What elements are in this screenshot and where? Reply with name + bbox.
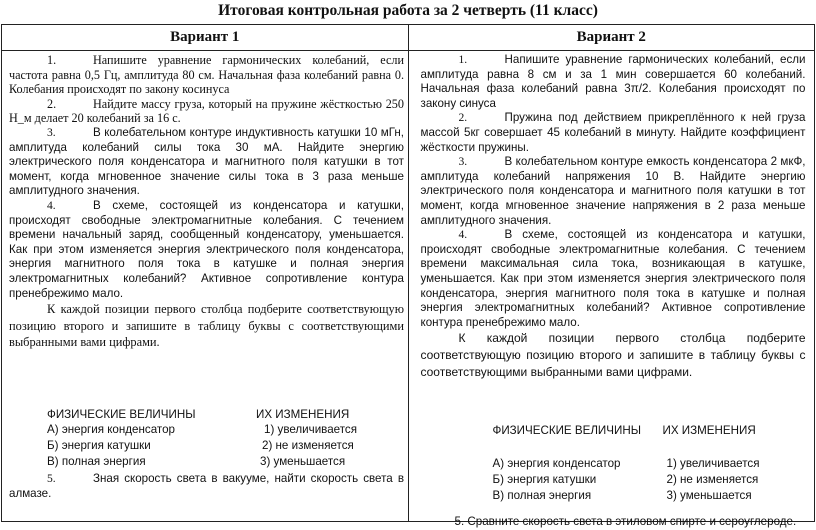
variant-2-heading: Вариант 2	[408, 25, 815, 51]
task-1	[9, 53, 404, 97]
variant-2-matching	[409, 424, 809, 502]
left-item: А) энергия конденсатор	[47, 423, 175, 436]
task-text: В колебательном контуре емкость конденсатора 2 мкФ, амплитуда колебаний напряжения 10 В. Найдите энергию электрического поля конденсатора и магнитного поля катушки в тот момент, когда мгновенное значение напряжения в 2 раза меньше амплитудного значения.	[420, 155, 806, 227]
task-text: Напишите уравнение гармонических колебаний, если частота равна 0,5 Гц, амплитуда 80 см. Начальная фаза колебаний равна 0. Колебания происходят по закону косинуса	[9, 53, 404, 97]
task-5	[455, 515, 815, 530]
task-number: 4.	[47, 198, 56, 212]
left-item: В) полная энергия	[47, 455, 146, 468]
left-item: А) энергия конденсатор	[492, 457, 621, 470]
task-5	[9, 472, 404, 501]
task-number: 3.	[47, 125, 56, 139]
task-text: Пружина под действием прикреплённого к ней груза массой 5кг совершает 45 колебаний в минуту. Найдите коэффициент жёсткости пружины.	[420, 111, 806, 154]
task-text: В схеме, состоящей из конденсатора и катушки, происходят свободные электромагнитные колебания. С течением времени максимальная сила тока, возникающая в катушке, уменьшается. Как при этом изменяется энергия электрического поля конденсатора, энергия магнитного поля тока в катушке и полная энергия электромагнитных колебаний? Активное сопротивление контура пренебрежимо мало.	[420, 228, 806, 329]
task-3	[9, 126, 404, 199]
page-title: Итоговая контрольная работа за 2 четверть (11 класс)	[218, 2, 598, 19]
task-text: В схеме, состоящей из конденсатора и катушки, происходят свободные электромагнитные колебания. С течением времени начальный заряд, сообщенный конденсатору, уменьшается. Как при этом изменяется энергия электрического поля конденсатора, энергия магнитного поля тока в катушке и полная энергия электромагнитных колебаний? Активное сопротивление контура пренебрежимо мало.	[9, 198, 404, 300]
right-item: 2) не изменяется	[666, 473, 759, 486]
col-left-header: ФИЗИЧЕСКИЕ ВЕЛИЧИНЫ	[47, 408, 196, 421]
right-item: 3) уменьшается	[260, 455, 346, 468]
variant-1-matching	[2, 408, 408, 478]
task-2	[9, 97, 404, 126]
variant-1-tasks	[9, 53, 404, 351]
variants-table	[1, 24, 815, 528]
variant-2-column	[408, 51, 815, 528]
right-item: 2) не изменяется	[262, 439, 354, 452]
task-number: 1.	[47, 53, 57, 67]
task-number: 2.	[458, 111, 468, 125]
right-item: 1) увеличивается	[666, 457, 760, 470]
task-number: 5.	[454, 515, 465, 528]
right-item: 3) уменьшается	[666, 489, 752, 502]
col-right-header: ИХ ИЗМЕНЕНИЯ	[256, 408, 350, 421]
task-4	[9, 199, 404, 301]
left-item: Б) энергия катушки	[492, 473, 597, 486]
variant-1-heading: Вариант 1	[2, 25, 409, 51]
variant-2-tasks	[421, 53, 806, 381]
task-text: В колебательном контуре индуктивность катушки 10 мГн, амплитуда колебаний силы тока 30 мА. Найдите энергию электрического поля конденсатора и магнитного поля катушки в тот момент, когда мгновенное значение силы тока в 3 раза меньше амплитудного значения.	[9, 125, 404, 198]
task-1	[421, 53, 806, 111]
matching-instruction: К каждой позиции первого столбца подберите соответствующую позицию второго и запишите в таблицу буквы с соответствующими выбранными вами цифрами.	[9, 302, 404, 350]
right-item: 1) увеличивается	[264, 423, 357, 436]
left-item: Б) энергия катушки	[47, 439, 151, 452]
task-number: 2.	[47, 96, 57, 111]
col-right-header: ИХ ИЗМЕНЕНИЯ	[662, 424, 756, 437]
task-4	[421, 228, 806, 330]
task-text: Сравните скорость света в этиловом спирте и сероуглероде.	[467, 515, 797, 528]
task-text: Зная скорость света в вакууме, найти скорость света в алмазе.	[9, 472, 404, 500]
task-number: 4.	[458, 228, 468, 242]
task-number: 3.	[458, 155, 468, 169]
task-text: Напишите уравнение гармонических колебаний, если амплитуда равна 8 см и за 1 мин совершается 60 колебаний. Начальная фаза колебаний равна 3π/2. Колебания происходят по закону синуса	[420, 53, 806, 110]
task-2	[421, 111, 806, 155]
matching-instruction: К каждой позиции первого столбца подберите соответствующую позицию второго и запишите в таблицу буквы с соответствующими выбранными вами цифрами.	[420, 331, 806, 380]
task-text: Найдите массу груза, который на пружине жёсткостью 250 Н_м делает 20 колебаний за 16 с.	[9, 96, 404, 126]
task-number: 1.	[458, 53, 468, 66]
left-item: В) полная энергия	[492, 489, 592, 502]
variant-1-column	[2, 51, 409, 522]
task-3	[421, 155, 806, 228]
col-left-header: ФИЗИЧЕСКИЕ ВЕЛИЧИНЫ	[492, 424, 641, 437]
task-number: 5.	[47, 472, 56, 485]
